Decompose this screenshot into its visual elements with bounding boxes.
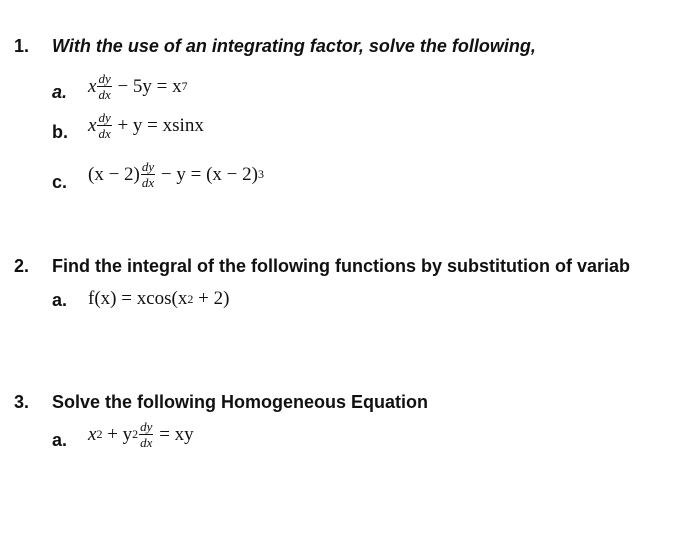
fraction-dy-dx: $\frac{dy}{dx}$ (98, 71, 111, 102)
equation-1c: (x − 2) $\frac{dy}{dx}$ − y = (x − 2) 3 (88, 159, 264, 190)
item-label: a. (52, 82, 68, 102)
equation-3a: x 2 + y 2 $\frac{dy}{dx}$ = xy (88, 419, 194, 450)
fraction-dy-dx: $\frac{dy}{dx}$ (98, 110, 111, 141)
question-text: Solve the following Homogeneous Equation (52, 392, 429, 412)
question-number: 2. (14, 256, 30, 276)
question-number: 3. (14, 392, 30, 412)
equation-1b: x $\frac{dy}{dx}$ + y = xsinx (88, 110, 204, 141)
equation-1a: x $\frac{dy}{dx}$ − 5y = x 7 (88, 71, 188, 102)
equation-2a: f(x) = xcos(x 2 + 2) (88, 288, 230, 309)
question-text: With the use of an integrating factor, solve the following, (52, 36, 536, 56)
item-label: a. (52, 290, 68, 310)
fraction-dy-dx: $\frac{dy}{dx}$ (141, 159, 155, 190)
item-label: b. (52, 122, 68, 142)
item-label: a. (52, 430, 68, 450)
item-label: c. (52, 172, 68, 192)
question-text: Find the integral of the following functions by substitution of variab (52, 256, 630, 276)
question-number: 1. (14, 36, 30, 56)
fraction-dy-dx: $\frac{dy}{dx}$ (140, 419, 153, 450)
